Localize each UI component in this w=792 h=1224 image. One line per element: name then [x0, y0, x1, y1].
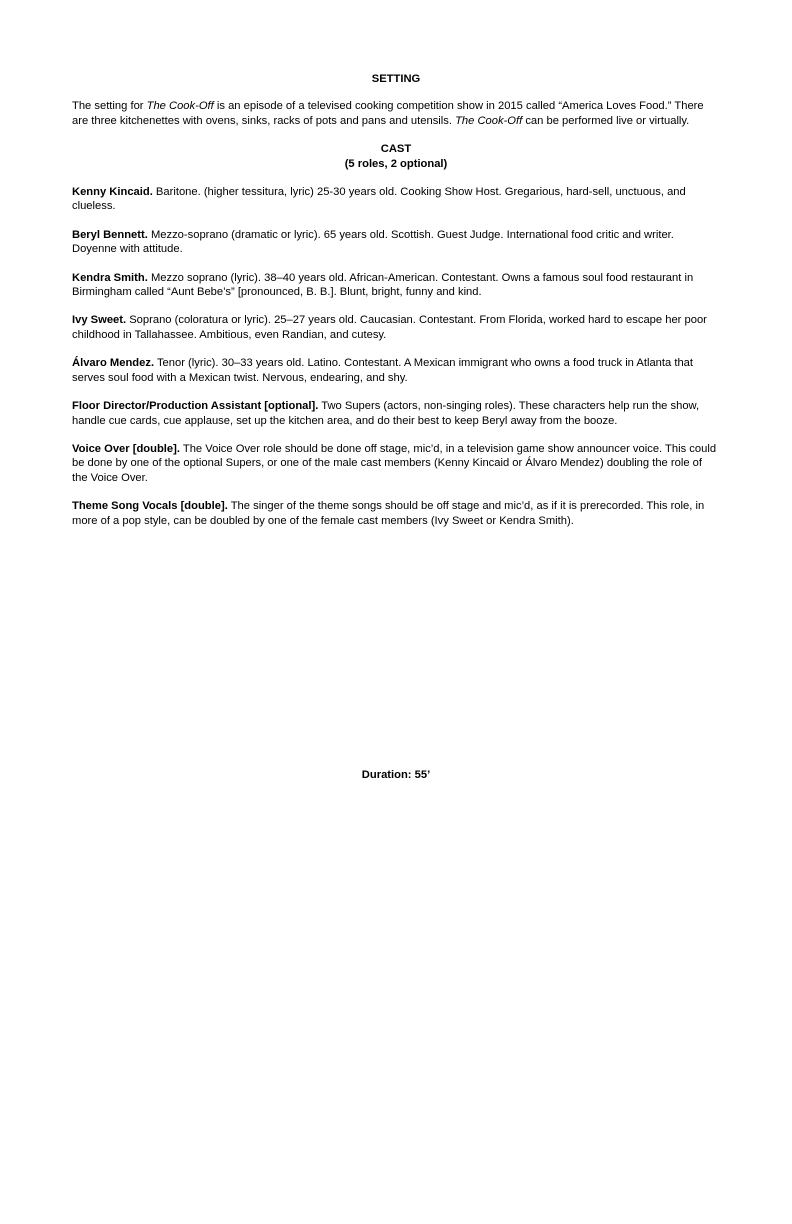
role-entry-beryl-bennett: [72, 228, 720, 257]
role-name: Theme Song Vocals [double].: [72, 500, 228, 513]
play-title-1: The Cook-Off: [146, 100, 214, 113]
role-description: Mezzo soprano (lyric). 38–40 years old. African-American. Contestant. Owns a famous soul food restaurant in Birmingham called “Aunt Bebe’s” [pronounced, B. B.]. Blunt, bright, funny and kind.: [72, 271, 694, 299]
role-entry-voice-over: [72, 442, 720, 485]
document-page: [72, 72, 720, 528]
role-name: Floor Director/Production Assistant [optional].: [72, 400, 319, 413]
setting-text-1: The setting for: [72, 100, 147, 113]
setting-paragraph: [72, 99, 720, 128]
role-description: Soprano (coloratura or lyric). 25–27 years old. Caucasian. Contestant. From Florida, worked hard to escape her poor childhood in Tallahassee. Ambitious, even Randian, and cutesy.: [72, 314, 707, 341]
role-description: Tenor (lyric). 30–33 years old. Latino. Contestant. A Mexican immigrant who owns a food truck in Atlanta that serves soul food with a Mexican twist. Nervous, endearing, and shy.: [72, 357, 693, 384]
role-name: Ivy Sweet.: [72, 314, 127, 327]
role-entry-kenny-kincaid: [72, 185, 720, 214]
role-name: Voice Over [double].: [72, 442, 180, 455]
role-description: Baritone. (higher tessitura, lyric) 25-30 years old. Cooking Show Host. Gregarious, hard-sell, unctuous, and clueless.: [72, 186, 686, 213]
setting-heading: SETTING: [371, 73, 421, 85]
setting-text-2: is an episode of a televised cooking competition show in 2015 called “America Loves Food.” There are three kitchenettes with ovens, sinks, racks of pots and pans and utensils.: [72, 100, 704, 127]
role-description: Mezzo-soprano (dramatic or lyric). 65 years old. Scottish. Guest Judge. International food critic and writer. Doyenne with attitude.: [72, 228, 674, 256]
role-entry-kendra-smith: [72, 271, 720, 300]
role-entry-alvaro-mendez: [72, 356, 720, 385]
cast-heading-block: [72, 142, 720, 171]
role-entry-floor-director: [72, 399, 720, 428]
role-description: The Voice Over role should be done off stage, mic’d, in a television game show announcer voice. This could be done by one of the optional Supers, or one of the male cast members (Kenny Kincaid or Álvaro Mendez) doubling the role of the Voice Over.: [72, 442, 717, 484]
role-entry-ivy-sweet: [72, 313, 720, 342]
setting-text-3: can be performed live or virtually.: [522, 114, 690, 127]
role-name: Kenny Kincaid.: [72, 186, 153, 199]
role-description: Two Supers (actors, non-singing roles). These characters help run the show, handle cue cards, cue applause, set up the kitchen area, and do their best to keep Beryl away from the booze.: [72, 400, 700, 427]
duration-label: Duration: 55’: [361, 769, 431, 781]
role-description: The singer of the theme songs should be off stage and mic’d, as if it is prerecorded. This role, in more of a pop style, can be doubled by one of the female cast members (Ivy Sweet or Kendra Smith).: [72, 500, 705, 527]
role-entry-theme-song-vocals: [72, 499, 720, 528]
role-name: Álvaro Mendez.: [72, 357, 155, 370]
role-name: Kendra Smith.: [72, 271, 148, 284]
cast-subheading: (5 roles, 2 optional): [344, 157, 448, 170]
cast-list: [72, 185, 720, 528]
play-title-2: The Cook-Off: [455, 114, 523, 127]
cast-heading: CAST: [380, 143, 412, 156]
role-name: Beryl Bennett.: [72, 228, 148, 241]
